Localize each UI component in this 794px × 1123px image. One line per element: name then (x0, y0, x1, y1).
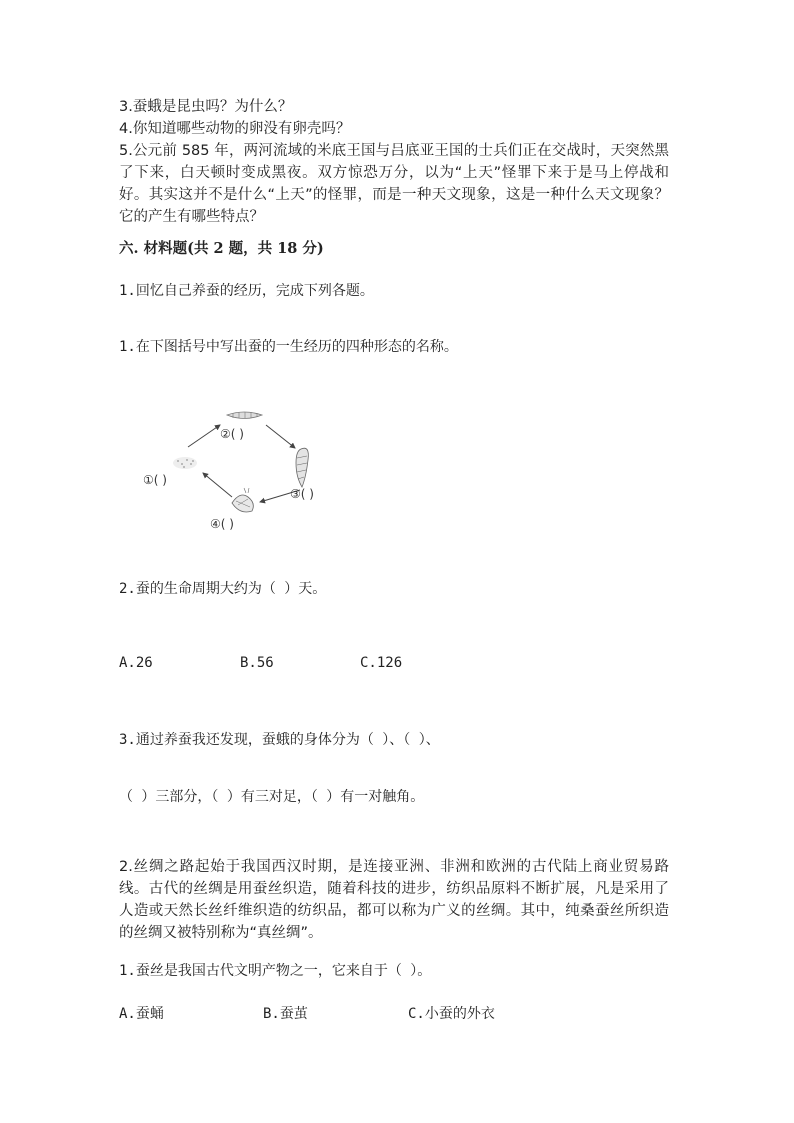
option-a: A.26 (119, 655, 153, 671)
material-1-sub3-line2: （ ）三部分，（ ）有三对足，（ ）有一对触角。 (119, 789, 425, 805)
option-c-2: C.小蚕的外衣 (408, 1006, 495, 1022)
stage-label-3: ③( ) (290, 487, 314, 501)
material-1-sub2: 2.蚕的生命周期大约为（ ）天。 (119, 581, 327, 597)
stage-label-1: ①( ) (143, 473, 167, 487)
option-b-2: B.蚕茧 (263, 1006, 308, 1022)
moth-icon (232, 488, 253, 512)
option-a-2: A.蚕蛹 (119, 1006, 164, 1022)
material-1-intro: 1.回忆自己养蚕的经历，完成下列各题。 (119, 283, 374, 299)
stage-label-4: ④( ) (210, 517, 234, 531)
question-5: 5.公元前 585 年，两河流域的米底王国与吕底亚王国的士兵们正在交战时，天突然黑了下来，白天顿时变成黑夜。双方惊恐万分，以为“上天”怪罪下来于是马上停战和好。其实这并不是什么“上天”的怪罪，而是一种天文现象，这是一种什么天文现象？它的产生有哪些特点？ (119, 143, 669, 225)
arrow-moth-to-egg (203, 473, 232, 497)
life-cycle-arrows (140, 405, 370, 540)
arrow-larva-to-pupa (266, 425, 295, 448)
option-c: C.126 (360, 655, 403, 671)
question-3: 3.蚕蛾是昆虫吗？为什么？ (119, 99, 293, 115)
arrow-egg-to-larva (188, 425, 220, 447)
material-1-sub3-line1: 3.通过养蚕我还发现，蚕蛾的身体分为（ ）、（ ）、 (119, 732, 440, 748)
section-heading: 六. 材料题(共 2 题，共 18 分) (119, 240, 324, 257)
larva-icon (227, 412, 262, 419)
pupa-icon (296, 448, 308, 487)
material-2-passage: 2.丝绸之路起始于我国西汉时期，是连接亚洲、非洲和欧洲的古代陆上商业贸易路线。古代的丝绸是用蚕丝织造，随着科技的进步，纺织品原料不断扩展，凡是采用了人造或天然长丝纤维织造的纺织品，都可以称为广义的丝绸。其中，纯桑蚕丝所织造的丝绸又被特别称为“真丝绸”。 (119, 859, 669, 941)
life-cycle-diagram (140, 405, 370, 540)
stage-label-2: ②( ) (220, 427, 244, 441)
question-4: 4.你知道哪些动物的卵没有卵壳吗？ (119, 121, 351, 137)
material-2-sub1: 1.蚕丝是我国古代文明产物之一，它来自于（ ）。 (119, 963, 432, 979)
material-1-sub1: 1.在下图括号中写出蚕的一生经历的四种形态的名称。 (119, 339, 458, 355)
option-b: B.56 (240, 655, 274, 671)
egg-cluster-icon (173, 457, 197, 469)
